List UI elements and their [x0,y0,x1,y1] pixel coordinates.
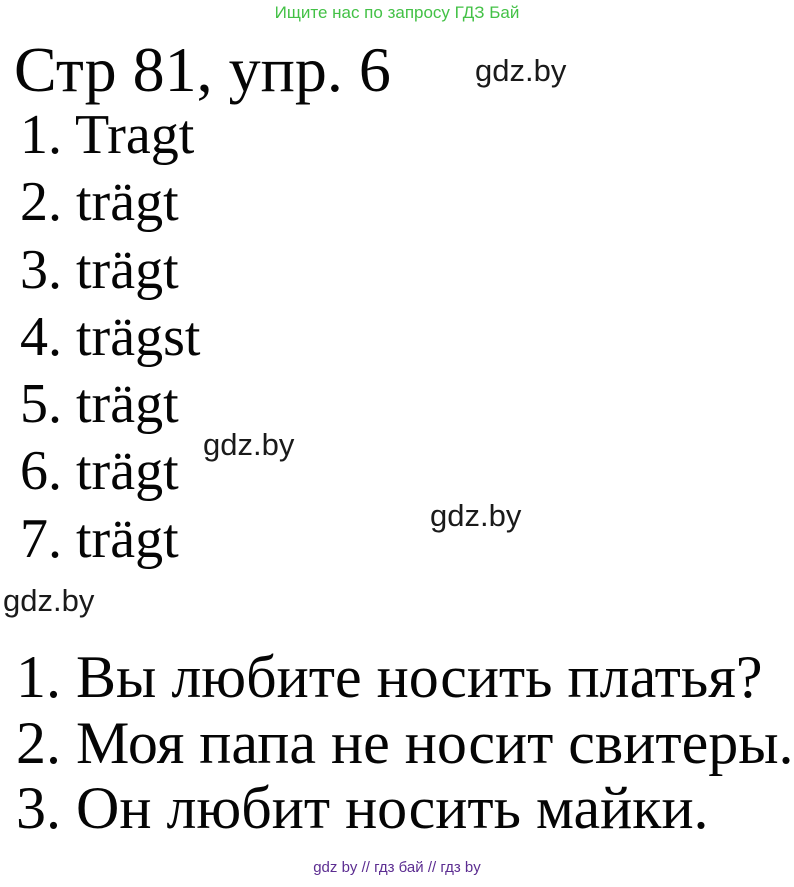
gdzby-watermark-top: gdz.by [475,53,567,88]
sentence-item: 2. Моя папа не носит свитеры. [16,709,794,776]
answer-item: 6. trägt [20,440,179,503]
gdzby-watermark-bottom-left: gdz.by [3,583,95,618]
answer-item: 3. trägt [20,238,179,301]
promo-banner-text: Ищите нас по запросу ГДЗ Бай [274,3,520,22]
answer-item: 7. trägt [20,507,179,570]
russian-sentences-list [16,645,794,842]
page-title: Стр 81, упр. 6 [14,34,391,105]
answer-item: 1. Tragt [20,104,195,166]
footer-site-tags: gdz by // гдз бай // гдз by [313,859,481,876]
german-answers-list [20,102,200,573]
answer-item: 4. trägst [20,305,201,368]
gdzby-watermark-mid-left: gdz.by [203,427,295,462]
answer-item: 2. trägt [20,171,179,234]
sentence-item: 3. Он любит носить майки. [16,775,709,841]
sentence-item: 1. Вы любите носить платья? [16,644,763,710]
answer-item: 5. trägt [20,373,179,436]
gdzby-watermark-mid-right: gdz.by [430,498,522,533]
